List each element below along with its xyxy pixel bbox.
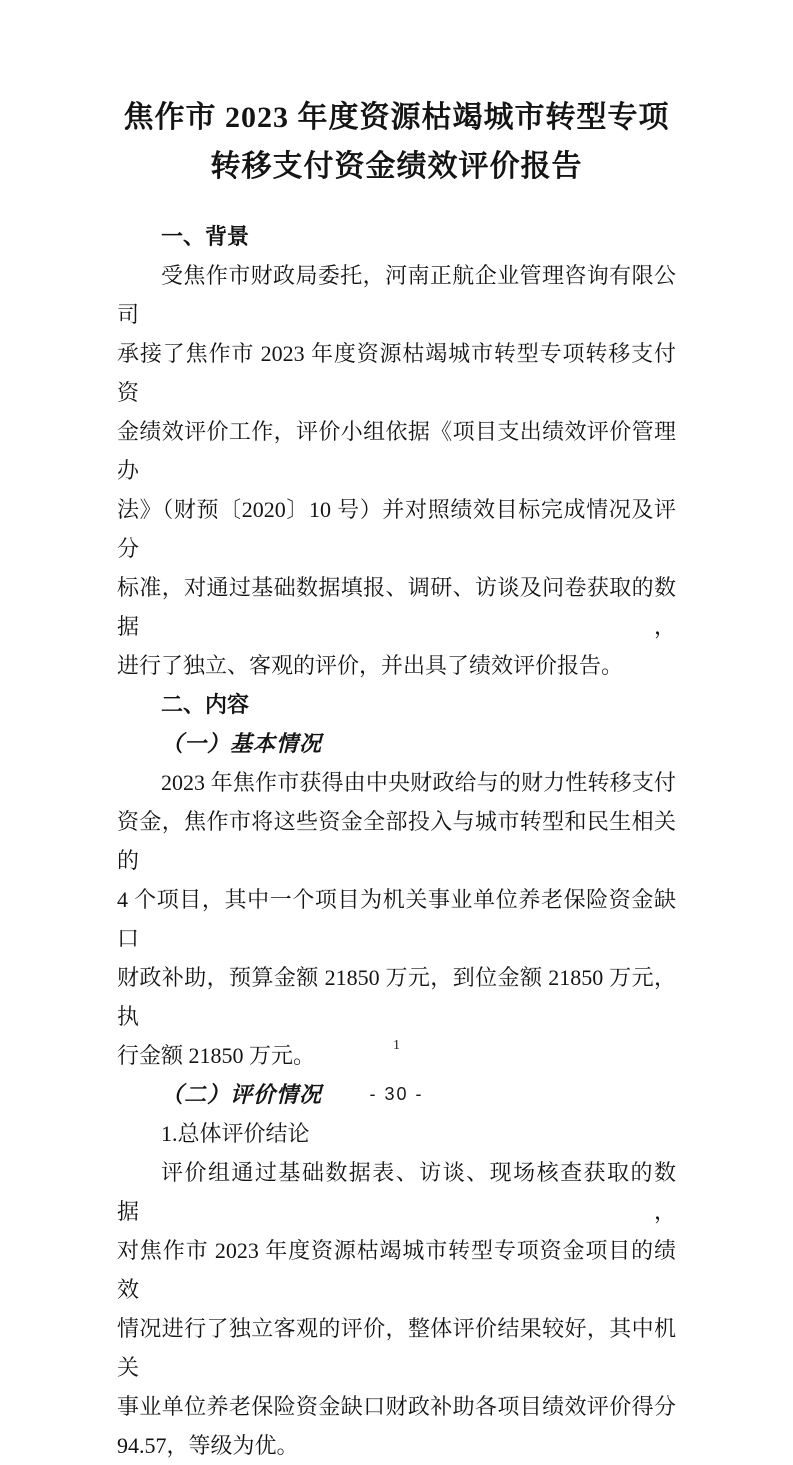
paragraph-line: 金绩效评价工作，评价小组依据《项目支出绩效评价管理办: [117, 419, 676, 483]
page-number: - 30 -: [369, 1084, 424, 1104]
paragraph-line: 行金额 21850 万元。: [117, 1043, 316, 1068]
paragraph-line: 法》（财预〔2020〕10 号）并对照绩效目标完成情况及评分: [117, 497, 676, 561]
section-heading-content: 二、内容: [161, 692, 250, 717]
paragraph-line: 对焦作市 2023 年度资源枯竭城市转型专项资金项目的绩效: [117, 1238, 676, 1302]
paragraph-line: 情况进行了独立客观的评价，整体评价结果较好，其中机关: [117, 1316, 676, 1380]
paragraph-line: 事业单位养老保险资金缺口财政补助各项目绩效评价得分: [117, 1394, 676, 1419]
subsection-heading-evaluation: （二）评价情况: [161, 1082, 323, 1107]
subsection-heading-overall-conclusion: 1.总体评价结论: [161, 1121, 310, 1146]
paragraph-line: 评价组通过基础数据表、访谈、现场核查获取的数据，: [117, 1160, 676, 1224]
footnote-number: 1: [393, 1038, 400, 1053]
paragraph-line: 2023 年焦作市获得由中央财政给与的财力性转移支付: [161, 770, 676, 795]
section-heading-background: 一、背景: [161, 224, 250, 249]
paragraph-line: 进行了独立、客观的评价，并出具了绩效评价报告。: [117, 653, 624, 678]
paragraph-line: 财政补助，预算金额 21850 万元，到位金额 21850 万元，执: [117, 965, 676, 1029]
paragraph-background: [117, 256, 676, 685]
page-title: [0, 0, 793, 191]
paragraph-line: 承接了焦作市 2023 年度资源枯竭城市转型专项转移支付资: [117, 341, 676, 405]
subsection-heading-basic-info: （一）基本情况: [161, 731, 323, 756]
document-body: [0, 217, 793, 1465]
page-title-line1: 焦作市 2023 年度资源枯竭城市转型专项: [123, 101, 670, 134]
paragraph-basic-info: [117, 763, 676, 1075]
page-title-line2: 转移支付资金绩效评价报告: [210, 150, 583, 183]
paragraph-conclusion: [117, 1153, 676, 1465]
paragraph-line: 4 个项目，其中一个项目为机关事业单位养老保险资金缺口: [117, 887, 676, 951]
paragraph-line: 94.57，等级为优。: [117, 1433, 299, 1458]
paragraph-line: 受焦作市财政局委托，河南正航企业管理咨询有限公司: [117, 263, 676, 327]
paragraph-line: 资金，焦作市将这些资金全部投入与城市转型和民生相关的: [117, 809, 676, 873]
paragraph-line: 标准，对通过基础数据填报、调研、访谈及问卷获取的数据，: [117, 575, 676, 639]
